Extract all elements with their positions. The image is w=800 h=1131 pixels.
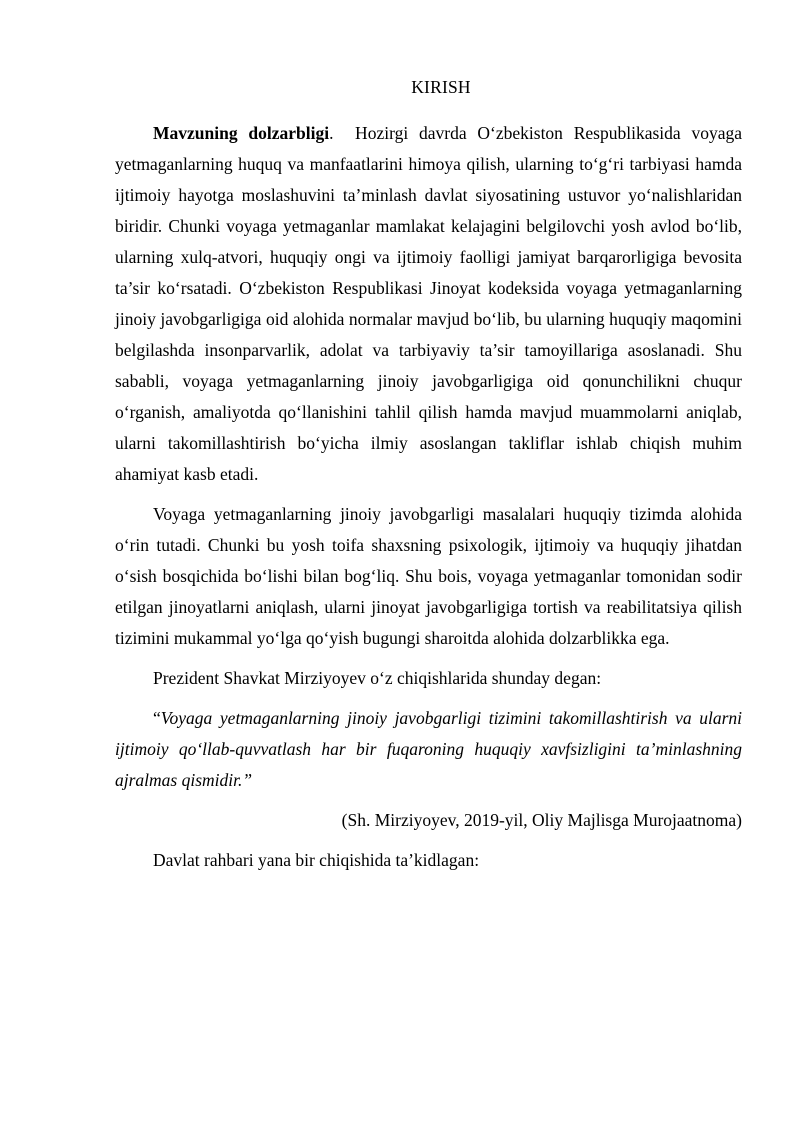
relevance-text: Hozirgi davrda O‘zbekiston Respublikasida voyaga yetmaganlarning huquq va manfaatlarini himoya qilish, ularning to‘g‘ri tarbiyasi hamda ijtimoiy hayotga moslashuvini ta’minlash davlat siyosatining ustuvor yo‘nalishlaridan biridir. Chunki voyaga yetmaganlar mamlakat kelajagini belgilovchi yosh avlod bo‘lib, ularning xulq-atvori, huquqiy ongi va ijtimoiy faolligi jamiyat barqarorligiga bevosita ta’sir ko‘rsatadi. O‘zbekiston Respublikasi Jinoyat kodeksida voyaga yetmaganlarning jinoiy javobgarligiga oid alohida normalar mavjud bo‘lib, bu ularning huquqiy maqomini belgilashda insonparvarlik, adolat va tarbiyaviy ta’sir tamoyillariga asoslanadi. Shu sababli, voyaga yetmaganlarning jinoiy javobgarligiga oid qonunchilikni chuqur o‘rganish, amaliyotda qo‘llanishini tahlil qilish hamda mavjud muammolarni aniqlab, ularni takomillashtirish bo‘yicha ilmiy asoslangan takliflar ishlab chiqish muhim ahamiyat kasb etadi.: [115, 123, 747, 484]
relevance-paragraph: [115, 118, 747, 490]
section-heading: KIRISH: [411, 77, 471, 97]
quote-open-mark: “: [153, 708, 161, 728]
document-body: [115, 118, 747, 876]
closing-paragraph: Davlat rahbari yana bir chiqishida ta’kidlagan:: [153, 850, 480, 870]
quote-source: (Sh. Mirziyoyev, 2019-yil, Oliy Majlisga Murojaatnoma): [341, 810, 742, 830]
relevance-lead: Mavzuning dolzarbligi: [153, 123, 330, 143]
president-intro-paragraph: Prezident Shavkat Mirziyoyev o‘z chiqishlarida shunday degan:: [153, 668, 602, 688]
quote-text: Voyaga yetmaganlarning jinoiy javobgarligi tizimini takomillashtirish va ularni ijtimoiy qo‘llab-quvvatlash har bir fuqaroning huquqiy xavfsizligini ta’minlashning ajralmas qismidir.”: [115, 708, 742, 790]
relevance-lead-punct: .: [329, 123, 334, 143]
second-paragraph: Voyaga yetmaganlarning jinoiy javobgarligi masalalari huquqiy tizimda alohida o‘rin tutadi. Chunki bu yosh toifa shaxsning psixologik, ijtimoiy va huquqiy jihatdan o‘sish bosqichida bo‘lishi bilan bog‘liq. Shu bois, voyaga yetmaganlar tomonidan sodir etilgan jinoyatlarni aniqlash, ularni jinoyat javobgarligiga tortish va reabilitatsiya qilish tizimini mukammal yo‘lga qo‘yish bugungi sharoitda alohida dolzarblikka ega.: [115, 504, 742, 648]
quote-paragraph: [115, 703, 742, 796]
